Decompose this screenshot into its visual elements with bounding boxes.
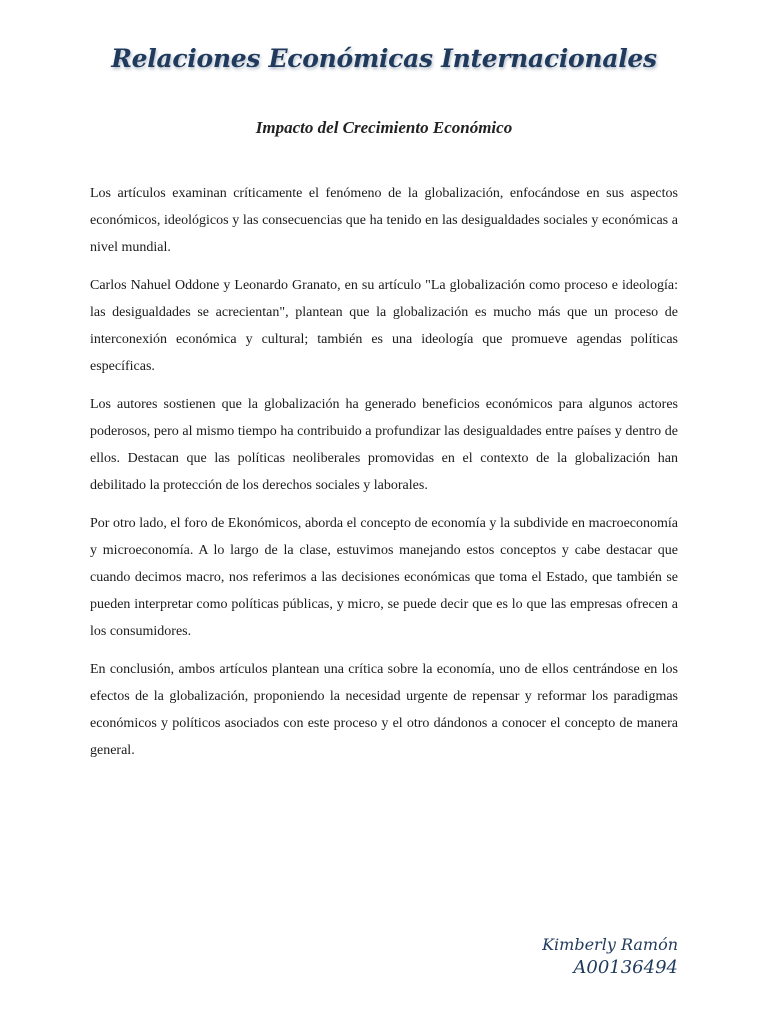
- document-body: [90, 180, 678, 775]
- paragraph-autores: Los autores sostienen que la globalización ha generado beneficios económicos para algunos actores poderosos, pero al mismo tiempo ha contribuido a profundizar las desigualdades entre países y dentro de ellos. Destacan que las políticas neoliberales promovidas en el contexto de la globalización han debilitado la protección de los derechos sociales y laborales.: [90, 397, 678, 493]
- paragraph-oddone-granato: Carlos Nahuel Oddone y Leonardo Granato, en su artículo "La globalización como proceso e ideología: las desigualdades se acrecientan", plantean que la globalización es mucho más que un proceso de interconexión económica y cultural; también es una ideología que promueve agendas políticas específicas.: [90, 278, 678, 374]
- signature-student-id: A00136494: [573, 957, 678, 978]
- document-title: Relaciones Económicas Internacionales: [111, 44, 657, 73]
- paragraph-intro: Los artículos examinan críticamente el fenómeno de la globalización, enfocándose en sus aspectos económicos, ideológicos y las consecuencias que ha tenido en las desigualdades sociales y económicas a nivel mundial.: [90, 186, 678, 255]
- signature-block: [542, 934, 678, 980]
- paragraph-conclusion: En conclusión, ambos artículos plantean una crítica sobre la economía, uno de ellos centrándose en los efectos de la globalización, proponiendo la necesidad urgente de repensar y reformar los paradigmas económicos y políticos asociados con este proceso y el otro dándonos a conocer el concepto de manera general.: [90, 662, 678, 758]
- document-subtitle: Impacto del Crecimiento Económico: [255, 118, 513, 137]
- paragraph-ekonomicos: Por otro lado, el foro de Ekonómicos, aborda el concepto de economía y la subdivide en macroeconomía y microeconomía. A lo largo de la clase, estuvimos manejando estos conceptos y cabe destacar que cuando decimos macro, nos referimos a las decisiones económicas que toma el Estado, que también se pueden interpretar como políticas públicas, y micro, se puede decir que es lo que las empresas ofrecen a los consumidores.: [90, 516, 678, 639]
- signature-name: Kimberly Ramón: [542, 935, 678, 954]
